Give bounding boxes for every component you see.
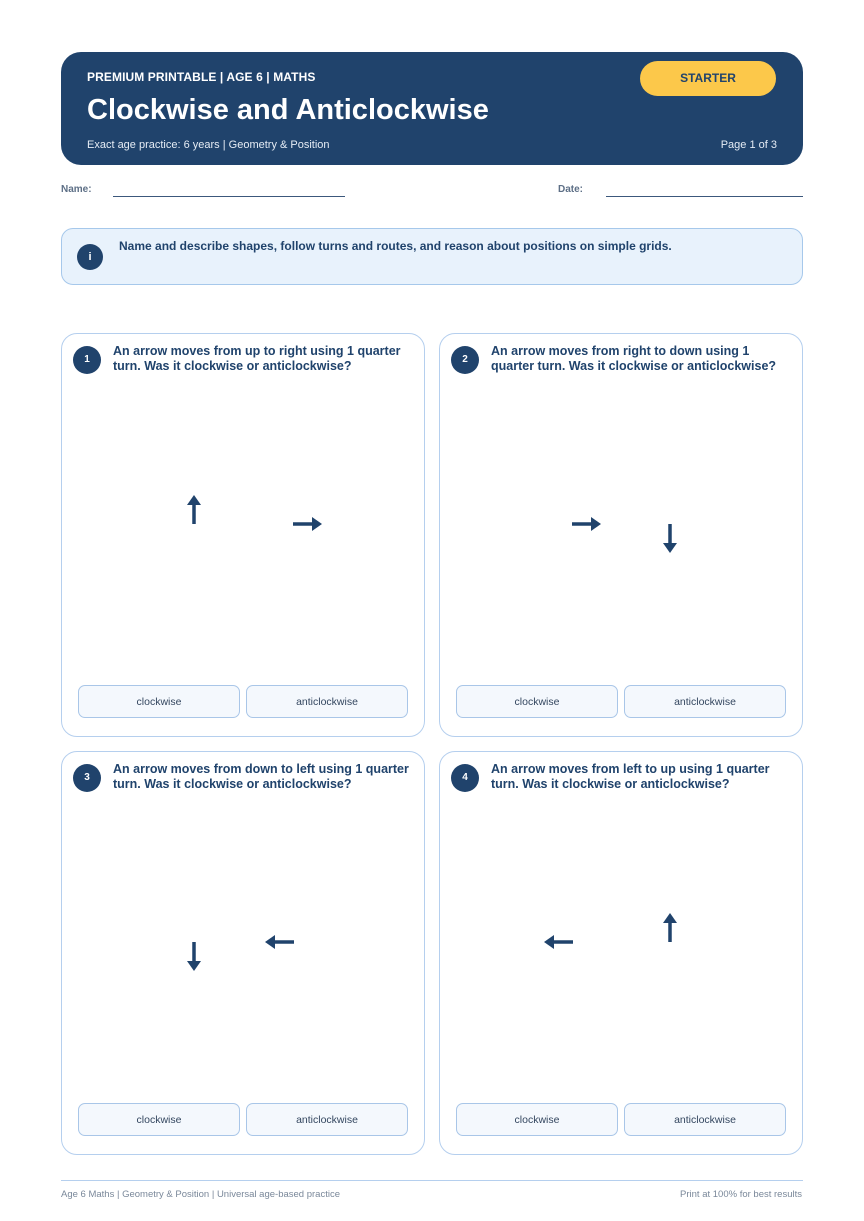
footer-right-text: Print at 100% for best results: [680, 1189, 802, 1200]
question-card-2: [439, 333, 803, 737]
arrow-right-icon: [291, 514, 323, 534]
arrow-up-icon: [660, 912, 680, 944]
header-kicker: PREMIUM PRINTABLE | AGE 6 | MATHS: [87, 70, 316, 84]
info-icon: i: [77, 244, 103, 270]
question-number: 3: [73, 764, 101, 792]
arrow-down-icon: [660, 522, 680, 554]
question-text: An arrow moves from right to down using 1 quarter turn. Was it clockwise or anticlockwise?: [491, 344, 777, 373]
info-text: Name and describe shapes, follow turns and routes, and reason about positions on simple grids.: [119, 239, 672, 253]
arrow-down-icon: [184, 940, 204, 972]
arrow-left-icon: [543, 932, 575, 952]
worksheet-header: [61, 52, 803, 165]
question-number: 2: [451, 346, 479, 374]
arrow-up-icon: [184, 494, 204, 526]
date-line[interactable]: [606, 196, 803, 197]
question-card-4: [439, 751, 803, 1155]
option-clockwise[interactable]: clockwise: [456, 1103, 618, 1136]
footer-left-text: Age 6 Maths | Geometry & Position | Universal age-based practice: [61, 1189, 340, 1200]
page-indicator: Page 1 of 3: [720, 139, 777, 151]
header-subtitle: Exact age practice: 6 years | Geometry & Position: [87, 139, 330, 151]
option-clockwise[interactable]: clockwise: [456, 685, 618, 718]
question-number: 4: [451, 764, 479, 792]
option-anticlockwise[interactable]: anticlockwise: [246, 685, 408, 718]
info-banner: [61, 228, 803, 285]
level-badge: STARTER: [640, 61, 776, 96]
option-anticlockwise[interactable]: anticlockwise: [624, 685, 786, 718]
arrow-right-icon: [570, 514, 602, 534]
name-label: Name:: [61, 184, 92, 195]
page-title: Clockwise and Anticlockwise: [87, 94, 489, 126]
option-clockwise[interactable]: clockwise: [78, 685, 240, 718]
date-label: Date:: [558, 184, 584, 195]
arrow-left-icon: [264, 932, 296, 952]
option-clockwise[interactable]: clockwise: [78, 1103, 240, 1136]
question-card-3: [61, 751, 425, 1155]
question-card-1: [61, 333, 425, 737]
option-anticlockwise[interactable]: anticlockwise: [246, 1103, 408, 1136]
question-text: An arrow moves from up to right using 1 quarter turn. Was it clockwise or anticlockwise?: [113, 344, 401, 373]
option-anticlockwise[interactable]: anticlockwise: [624, 1103, 786, 1136]
question-number: 1: [73, 346, 101, 374]
question-text: An arrow moves from left to up using 1 quarter turn. Was it clockwise or anticlockwise?: [491, 762, 770, 791]
question-text: An arrow moves from down to left using 1 quarter turn. Was it clockwise or anticlockwise?: [113, 762, 409, 791]
footer-divider: [61, 1180, 803, 1181]
name-line[interactable]: [113, 196, 345, 197]
